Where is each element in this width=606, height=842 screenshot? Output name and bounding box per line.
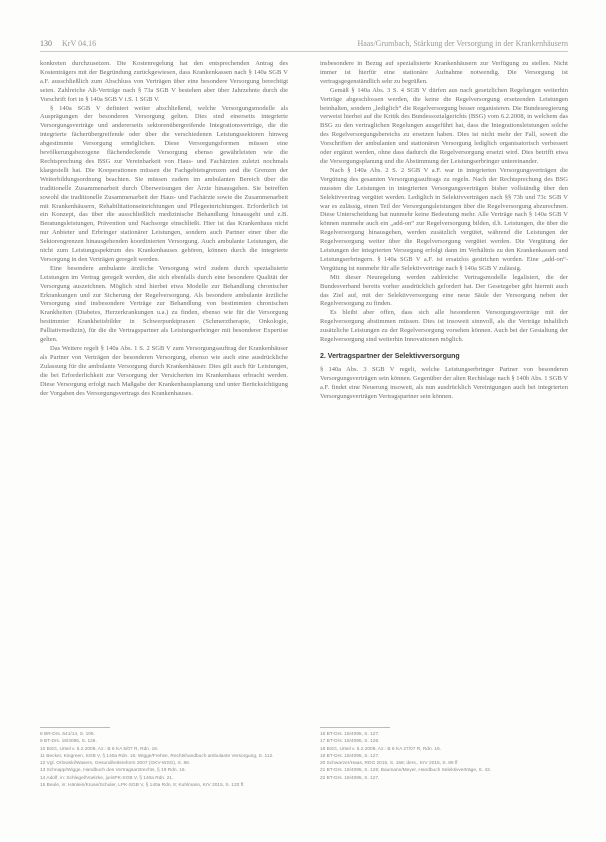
footnotes-right	[320, 731, 568, 782]
paragraph: Nach § 140a Abs. 2 S. 2 SGB V a.F. war in integrierten Versorgungsverträgen die Vergütung des gesamten Versorgungsauftrags zu regeln. Nach der Rechtsprechung des BSG mussten die Leistungen in integrierten Versorgungsverträgen bisher vollständig über den Selektivvertrag vergütet werden. Lediglich in Selektivverträgen nach §§ 73b und 73c SGB V war es zulässig, einen Teil der Versorgungsleistungen über die Regelversorgung abzurechnen. Diese Unterscheidung hat nunmehr keine Bedeutung mehr. Alle Verträge nach § 140a SGB V können nunmehr auch ein „add-on“ zur Regelversorgung bilden, d.h. Leistungen, die über die Regelversorgung hinausgehen, werden zusätzlich vergütet, während die Leistungen der Regelversorgung weiter über die Regelversorgung vergütet werden. Die Vergütung der Leistungen der integrierten Versorgung erfolgt dann im Verhältnis zu den Krankenkassen und Leistungserbringern. § 140a SGB V a.F. ist ersatzlos gestrichen worden. Eine „add-on“-Vergütung ist nunmehr für alle Selektivverträge nach § 140a SGB V zulässig.	[320, 166, 568, 272]
footnote: 9 BT-Drs. 18/4095, S. 126.	[40, 739, 97, 745]
footnote: 10 BSG, Urteil v. 6.2.2008, Az.: B 6 KA 5/07 R, Rdn. 16.	[40, 746, 159, 752]
paragraph: § 140a SGB V definiert weiter abschließend, welche Versorgungsmodelle als Ausprägungen der besonderen Versorgung gelten. Dies sind einerseits integrierte Versorgungsverträge und andererseits sektorenübergreifende Integrationsverträge, die die integrierte fächerübergreifende oder über die verschiedenen Leistungssektoren hinweg abgestimmte Versorgung ermöglichen. Diese Versorgungsformen müssen eine bevölkerungsbezogene flächendeckende Versorgung ebenso gewährleisten wie die Rechtsprechung des BSG zur Vereinbarkeit von Haus- und Fachärzten zuletzt nochmals klargestellt hat. Die Kooperationen müssen die Fachgebietsgrenzen und die Grenzen der Weiterbildungsordnung beachten. Sie müssen zudem im ambulanten Bereich über die traditionelle Zusammenarbeit durch Überweisungen der Ärzte hinausgehen. Sie betreffen sowohl die traditionelle Zusammenarbeit der Haus- und Fachärzte sowie die Zusammenarbeit mit Krankenhäusern, Rehabilitationseinrichtungen und Pflegeeinrichtungen. Erforderlich ist ein Konzept, das über die ausschließlich medizinische Behandlung hinausgeht und z.B. Beratungsleistungen, Prävention und Nachsorge einschließt. Hier ist das Krankenhaus nicht nur Anbieter und Erbringer stationärer Leistungen, sondern auch Partner einer über die Sektorengrenzen hinausgehenden koordinierten Versorgung. Auch ambulante Leistungen, die nicht zum Leistungsspektrum des Krankenhauses gehören, können durch die integrierte Versorgung in den Verträgen geregelt werden.	[40, 104, 288, 263]
footnote-rule	[40, 727, 110, 728]
page-number: 130	[40, 39, 52, 48]
right-column	[320, 60, 568, 402]
footnote: 15 Beule, in: Hänlein/Kruse/Schuler, LPK-SGB V, § 140a Rdn. 8; Kuhlmann, KrV 2015, S. 133 ff.	[40, 783, 245, 789]
paragraph: Eine besondere ambulante ärztliche Versorgung wird zudem durch spezialisierte Leistungen im Vertrag geregelt werden, die sich ebenfalls durch eine besondere Qualität der Versorgung auszeichnen. Möglich sind hierbei etwa Modelle zur Behandlung chronischer Erkrankungen und zur Sicherung der Regelversorgung. Als besondere ambulante ärztliche Versorgung sind insbesondere Verträge zur Behandlung von bestimmten chronischen Krankheiten (Diabetes, Herzerkrankungen u.a.) zu finden, ebenso wie für die Versorgung bestimmter Krankheitsbilder in Schwerpunktpraxen (Schmerztherapie, Onkologie, Palliativmedizin), für die die Vertragspartner als Leistungserbringer mit besonderer Expertise gelten.	[40, 264, 288, 344]
left-column	[40, 60, 288, 398]
footnote: 14 Adolf, in: Schlegel/Voelzke, jurisPK-SGB V, § 140a Rdn. 21.	[40, 775, 174, 781]
footnote: 20 Schwarzer/Haas, RDG 2015, S. 158; ders., KrV 2015, S. 89 ff.	[320, 761, 459, 767]
journal-issue: KrV 04.16	[62, 39, 97, 48]
footnote: 11 Becker, Kingreen, SGB V, § 140a Rdn. 16; Wigge/Frehse, Rechtshandbuch ambulante Versorgung, S. 112.	[40, 753, 274, 759]
footnote: 19 BT-Drs. 18/4095, S. 127.	[320, 753, 380, 759]
footnote: 13 Schnapp/Wigge, Handbuch des Vertragsarztrechts, § 19 Rdn. 16.	[40, 768, 186, 774]
footnote: 8 BR-Drs. 641/14, S. 105.	[40, 732, 95, 737]
footnote-rule	[320, 727, 390, 728]
paragraph: Das Weitere regelt § 140a Abs. 1 S. 2 SGB V zum Versorgungsauftrag der Krankenhäuser als Partner von Verträgen der besonderen Versorgung, ebenso wie auch eine ausdrückliche Zulassung für die ambulante Versorgung durch Krankenhäuser. Dies gilt auch für Leistungen, die bei Erforderlichkeit zur Versorgung der Versicherten im Krankenhaus erbracht werden. Diese Versorgung erfolgt nach Maßgabe der Krankenhausplanung und unter Berücksichtigung der Vorgaben des Versorgungsvertrags des Krankenhauses.	[40, 345, 288, 397]
footnote: 22 BT-Drs. 18/4095, S. 127.	[320, 775, 380, 781]
paragraph: insbesondere in Bezug auf spezialisierte Krankenhäusern zur Verfügung zu stellen. Nicht immer ist hierfür eine stationäre Aufnahme notwendig. Die Versorgung ist vertragsgegenständlich sehr zu begrüßen.	[320, 60, 568, 85]
page-header	[40, 38, 568, 50]
paragraph: konkreten durchzusetzen. Die Kostenregelung hat den entsprechenden Antrag des Kostenträgers mit der Begründung zurückgewiesen, dass Krankenkassen nach § 140a SGB V a.F. ausschließlich zum Abschluss von Verträgen über eine besondere Versorgung berechtigt seien. Zahlreiche Alt-Verträge nach § 73a SGB V bestehen aber über Jahrzehnte durch die Vorschrift fort in § 140a SGB V i.S. 1 SGB V.	[40, 60, 288, 103]
footnote: 18 BSG, Urteil v. 6.2.2008, Az.: B 6 KA 27/07 R, Rdn. 16.	[320, 746, 441, 752]
footnotes-left	[40, 731, 288, 789]
header-rule	[40, 51, 568, 52]
footnote: 17 BT-Drs. 18/4095, S. 126.	[320, 739, 380, 745]
footnote: 21 BT-Drs. 18/4095, S. 126; Baumann/Meyer, Handbuch Selektivverträge, S. 42.	[320, 768, 492, 774]
paragraph: § 140a Abs. 3 SGB V regelt, welche Leistungserbringer Partner von besonderen Versorgungsverträgen sein können. Gegenüber der alten Rechtslage nach § 140b Abs. 1 SGB V a.F. findet eine Neuerung insoweit, als nun ausdrücklich Vereinigungen auch bei integrierten Versorgungsverträgen Vertragspartner sein können.	[320, 365, 568, 400]
paragraph: Mit dieser Neuregelung werden zahlreiche Vertragsmodelle legalisiert, die der Bundesverband bereits vorher ausdrücklich gefordert hat. Der Gesetzgeber gibt hiermit auch das Ziel auf, mit der Selektivversorgung eine neue Säule der Versorgung neben der Regelversorgung zu finden.	[320, 273, 568, 308]
footnote: 16 BT-Drs. 18/4095, S. 127.	[320, 732, 380, 737]
paragraph: Es bleibt aber offen, dass sich alle besonderen Versorgungsverträge mit der Regelversorgung abstimmen müssen. Dies ist insoweit sinnvoll, als die Verträge inhaltlich zusätzliche Leistungen zu der Regelversorgung vorsehen können. Auch bei der Gestaltung der Regelversorgung sind weiterhin Innovationen möglich.	[320, 309, 568, 344]
paragraph: Gemäß § 140a Abs. 3 S. 4 SGB V dürfen aus nach gesetzlichen Regelungen weiterhin Verträge abgeschlossen werden, die keine die Regelversorgung ersetzenden Leistungen beinhalten, sondern „lediglich“ die Regelversorgung besser organisieren. Die Bundesregierung verweist hierbei auf die Kritik des Bundessozialgerichts (BSG) vom 6.2.2008, in welchem das BSG zu den vertraglichen Regelungen ausgeführt hat, dass die Integrationsleistungen solche des Regelversorgungsbereichs zu ersetzen haben. Dies ist nicht mehr der Fall, soweit die Vorschriften der ambulanten und stationären Versorgung lediglich organisatorisch verbessert oder ergänzt werden, ohne dass dadurch die Regelversorgung ersetzt wird. Dies betrifft etwa die Versorgungsplanung und die Abstimmung der Leistungserbringer untereinander.	[320, 86, 568, 165]
section-heading: 2. Vertragspartner der Selektivversorgung	[320, 353, 460, 360]
footnote: 12 Vgl. Orlowski/Wasem, Gesundheitsreform 2007 (GKV-WSG), S. 88.	[40, 761, 191, 767]
running-title: Haas/Grumbach, Stärkung der Versorgung in der Krankenhäusern	[357, 39, 568, 48]
